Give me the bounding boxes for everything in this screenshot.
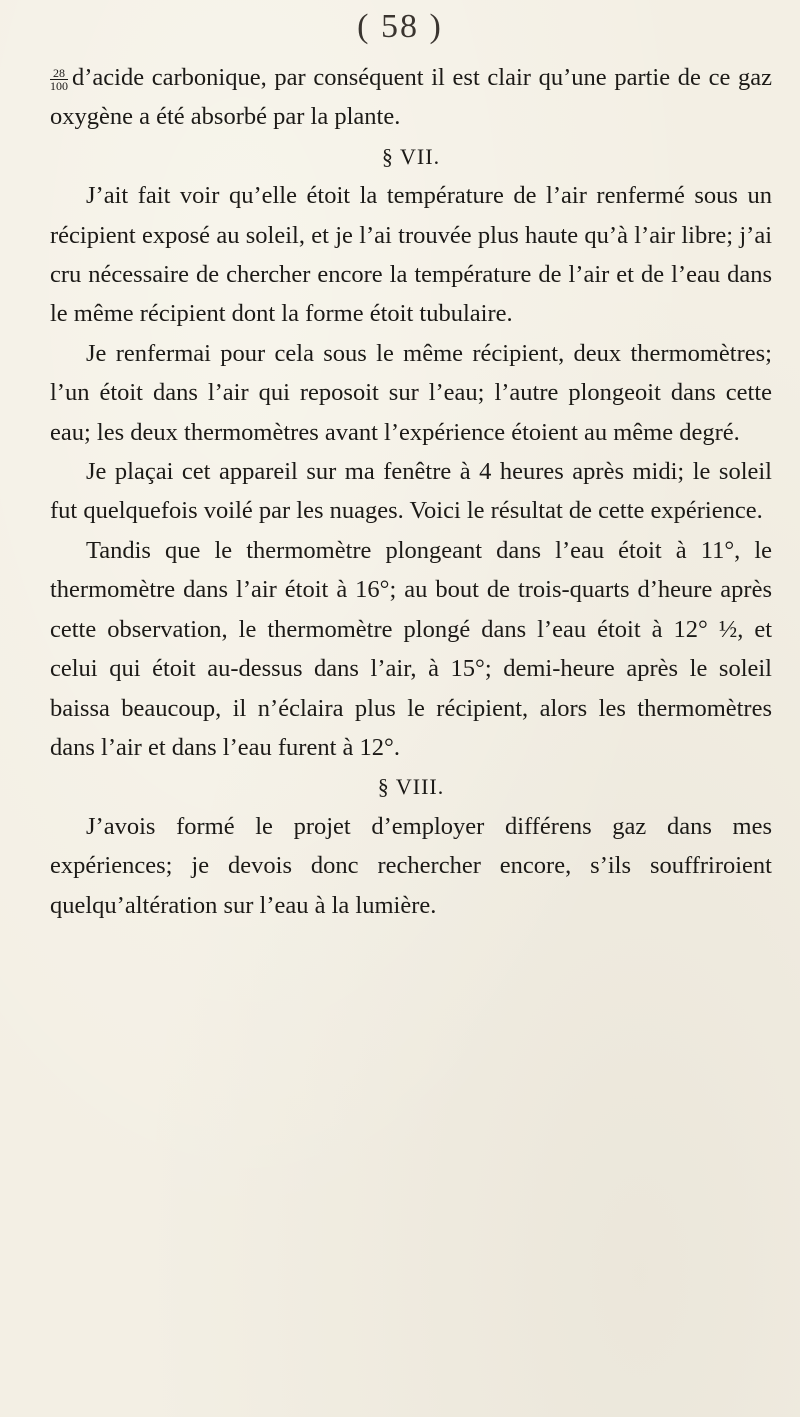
section-heading-8: § VIII. [377,774,445,800]
paragraph-5: Tandis que le thermomètre plongeant dans l’eau étoit à 11°, le thermomètre dans l’air étoit à 16°; au bout de trois-quarts d’heure après cette observation, le thermomètre plongé dans l’eau étoit à 12° ½, et celui qui étoit au-dessus dans l’air, à 15°; demi-heure après le soleil baissa beaucoup, il n’éclaira plus le récipient, alors les thermomètres dans l’air et dans l’eau furent à 12°. [50,536,772,761]
page-number: ( 58 ) [357,8,443,45]
paragraph-1-text: d’acide carbonique, par conséquent il est clair qu’une partie de ce gaz oxygène a été absorbé par la plante. [50,64,772,131]
paragraph-3: Je renfermai pour cela sous le même récipient, deux thermomètres; l’un étoit dans l’air qui reposoit sur l’eau; l’autre plongeoit dans cette eau; les deux thermomètres avant l’expérience étoient au même degré. [50,339,772,446]
paragraph-6: J’avois formé le projet d’employer différens gaz dans mes expériences; je devois donc rechercher encore, s’ils souffriroient quelqu’altération sur l’eau à la lumière. [50,812,772,919]
fraction [50,67,68,92]
fraction-denominator: 100 [50,78,68,93]
page-text [50,58,772,925]
paragraph-2: J’ait fait voir qu’elle étoit la température de l’air renfermé sous un récipient exposé au soleil, et je l’ai trouvée plus haute qu’à l’air libre; j’ai cru nécessaire de chercher encore la température de l’air et de l’eau dans le même récipient dont la forme étoit tubulaire. [50,182,772,328]
section-heading-7: § VII. [381,143,441,169]
paragraph-1 [50,58,772,137]
paragraph-4: Je plaçai cet appareil sur ma fenêtre à 4 heures après midi; le soleil fut quelquefois voilé par les nuages. Voici le résultat de cette expérience. [50,458,772,525]
fraction-numerator: 28 [50,67,68,80]
